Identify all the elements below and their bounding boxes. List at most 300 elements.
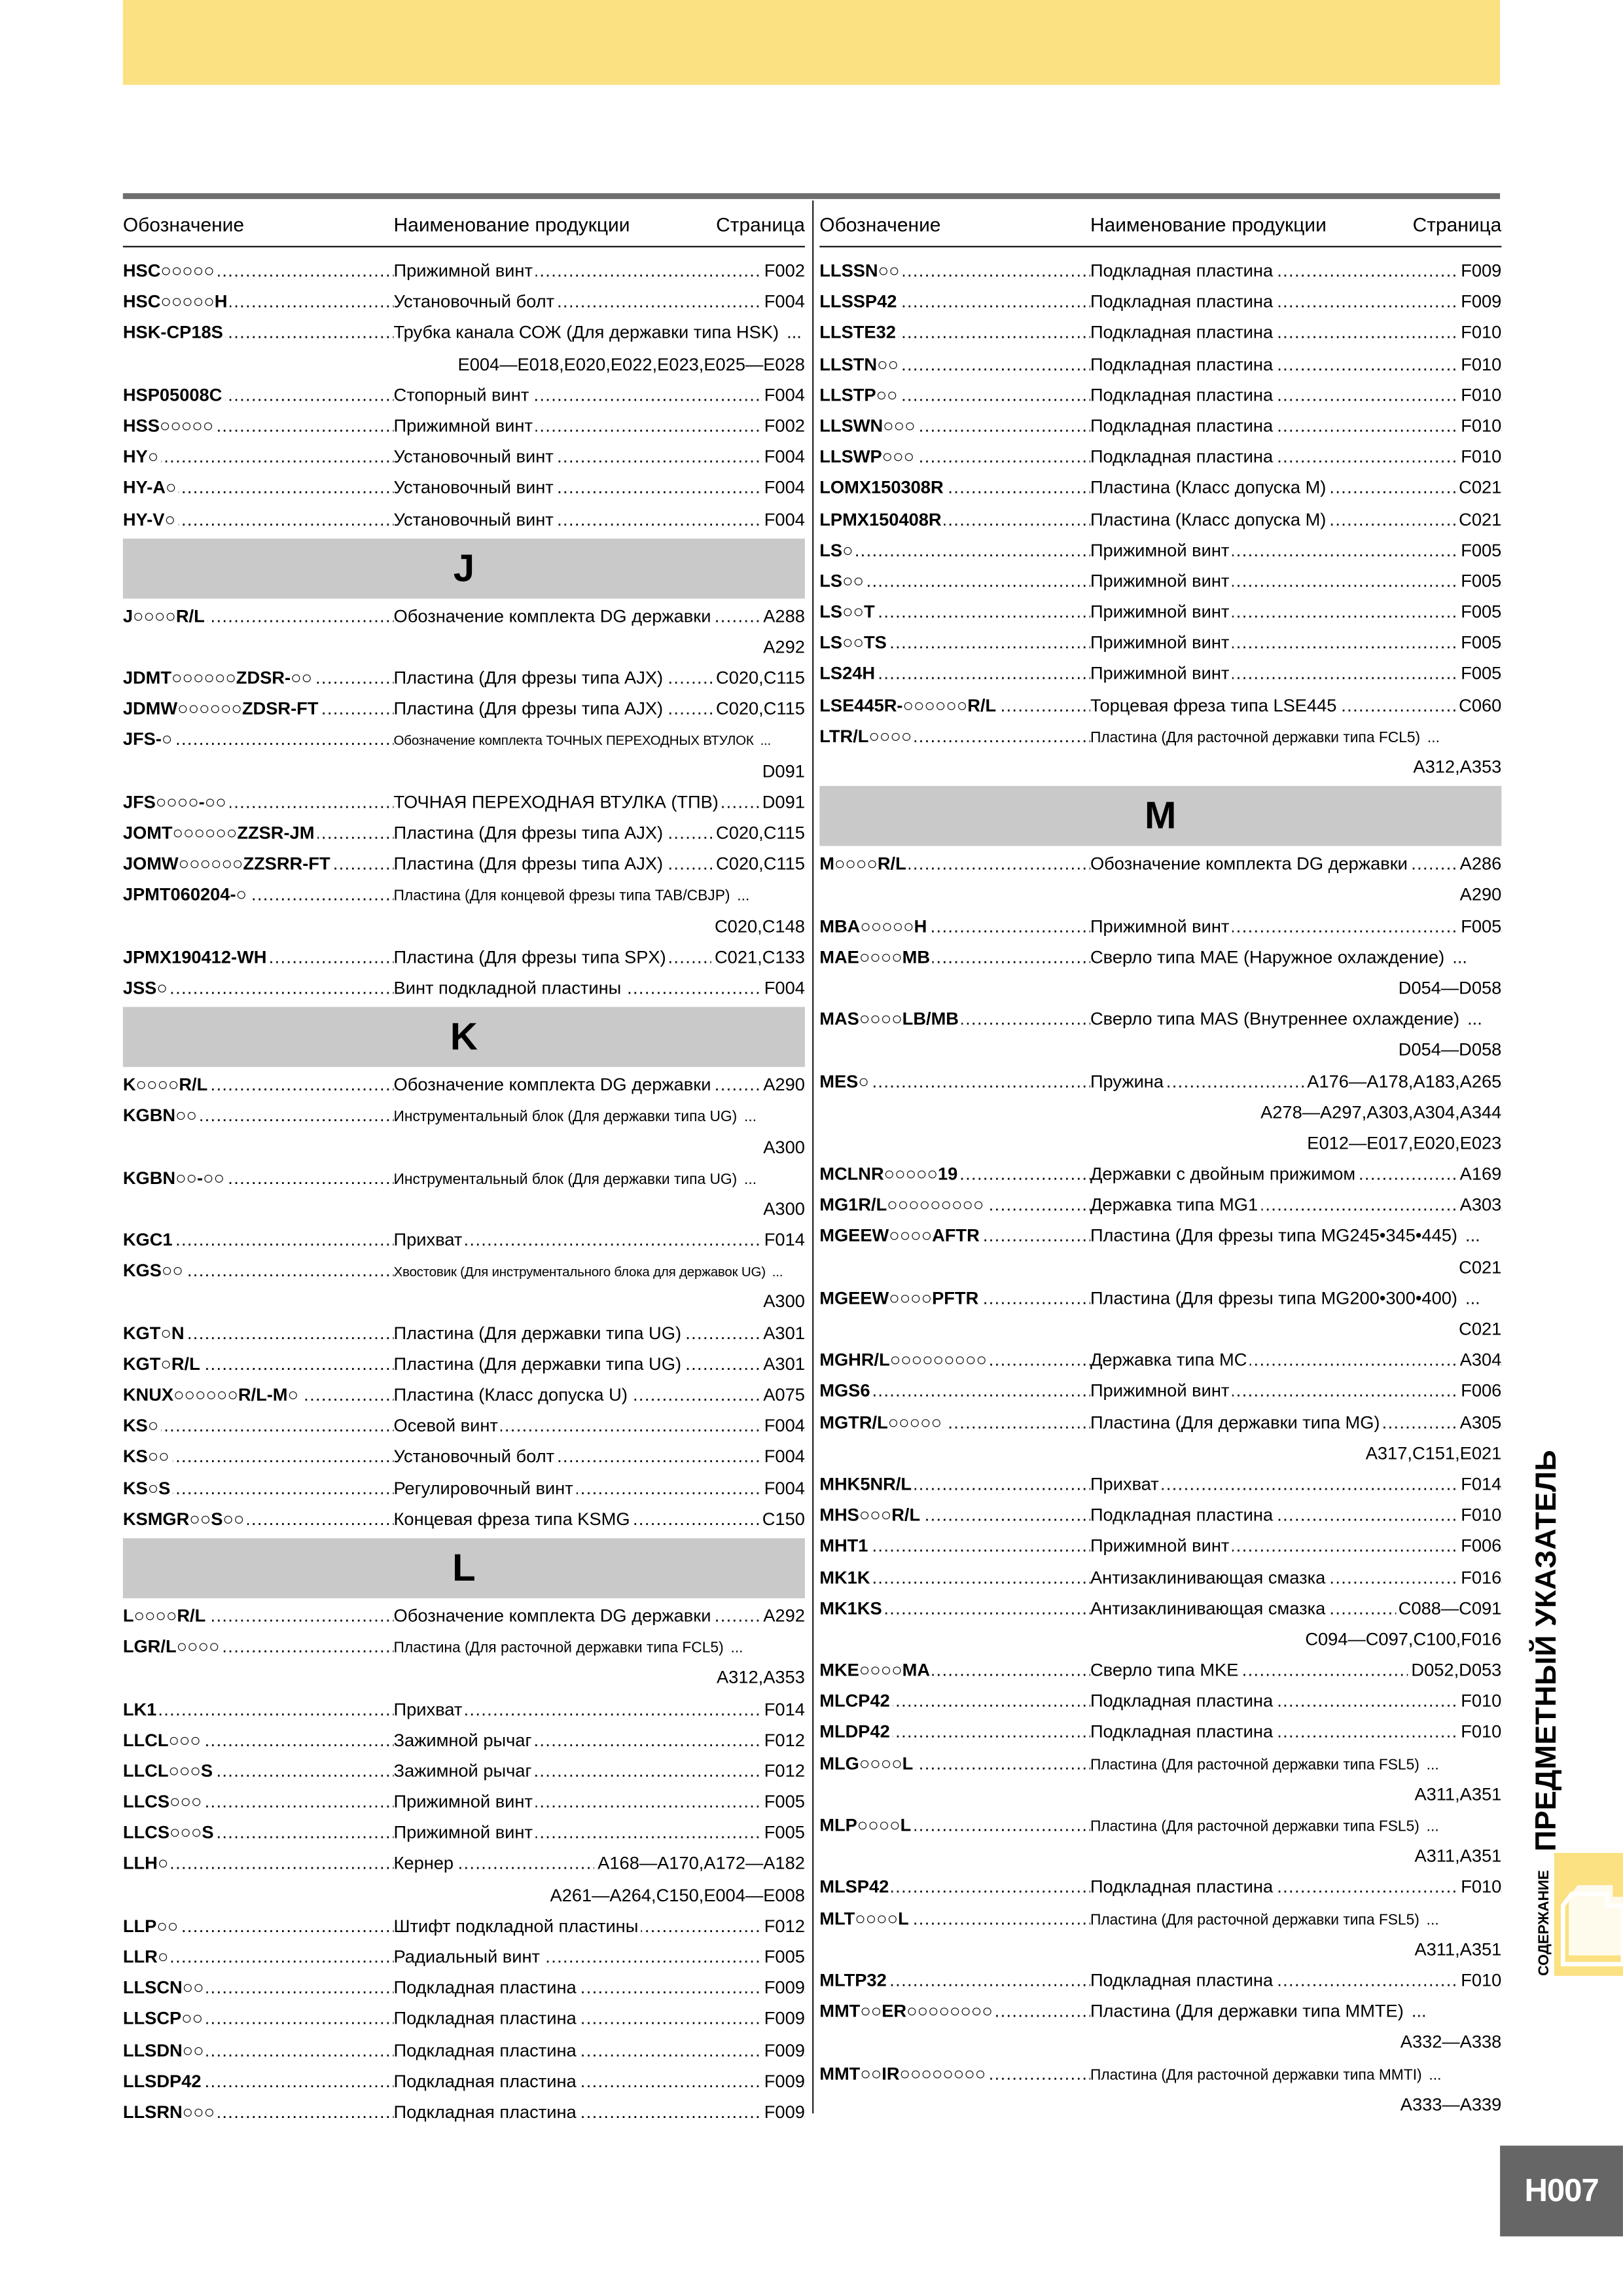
entry-name: Зажимной рычаг [394, 1761, 535, 1781]
entry-page: C021 [1456, 473, 1502, 504]
entry-page: F005 [761, 1787, 805, 1818]
index-entry [123, 1849, 805, 1880]
entry-page: A301 [760, 1349, 805, 1380]
entry-page: C150 [759, 1504, 805, 1535]
index-entry [819, 1594, 1501, 1624]
index-entry [123, 1163, 805, 1194]
entry-ellipsis: ... [1423, 730, 1440, 747]
entry-name: Пружина [1090, 1071, 1167, 1091]
entry-code: MBA○○○○○H [819, 916, 930, 936]
page-ref-continuation: A317,C151,E021 [1365, 1443, 1502, 1463]
index-entry [819, 566, 1501, 597]
entry-code: LLP○○ [123, 1916, 181, 1936]
entry-code: LLCS○○○ [123, 1791, 205, 1812]
index-entry [819, 504, 1501, 535]
index-entry [819, 911, 1501, 942]
entry-code: MMT○○IR○○○○○○○○ [819, 2063, 988, 2083]
page-ref-continuation: A311,A351 [1414, 1939, 1502, 1960]
entry-page: F010 [1458, 349, 1502, 380]
section-letter-heading: L [123, 1538, 805, 1598]
entry-name: Инструментальный блок (Для державки типа UG) [394, 1172, 740, 1188]
index-entry [123, 1070, 805, 1101]
entry-code: LS○ [819, 539, 856, 560]
entry-ellipsis: ... [1422, 1912, 1439, 1929]
index-entry [123, 1911, 805, 1942]
entry-page: F010 [1458, 1873, 1502, 1903]
index-entry [819, 535, 1501, 566]
entry-code: JPMT060204-○ [123, 885, 250, 905]
index-entry [819, 1191, 1501, 1221]
entry-name: Установочный винт [394, 446, 557, 467]
entry-code: KSMGR○○S○○ [123, 1509, 247, 1529]
entry-page: F012 [761, 1911, 805, 1942]
page-ref-continuation: C094—C097,C100,F016 [1305, 1628, 1502, 1649]
entry-name: Пластина (Класс допуска M) [1090, 478, 1329, 498]
entry-page: F004 [761, 1442, 805, 1473]
entry-ellipsis: ... [1422, 1757, 1439, 1774]
index-entry [819, 349, 1501, 380]
entry-name: Прижимной винт [1090, 664, 1232, 684]
index-entry [819, 442, 1501, 473]
top-banner [123, 0, 1500, 85]
page-ref-continuation: C021 [1459, 1318, 1502, 1340]
entry-code: MGHR/L○○○○○○○○○ [819, 1350, 990, 1370]
entry-page: A303 [1457, 1191, 1501, 1221]
entry-name: Подкладная пластина [1090, 416, 1276, 436]
entry-page: F005 [761, 1942, 805, 1973]
entry-page: F016 [1458, 1562, 1502, 1593]
entry-name: Подкладная пластина [394, 2009, 580, 2029]
left-column [123, 199, 805, 2128]
entry-code: MK1K [819, 1567, 873, 1587]
entry-name: Сверло типа MKE [1090, 1660, 1241, 1680]
entry-page: F004 [761, 442, 805, 473]
page-ref-continuation: A300 [763, 1291, 805, 1312]
index-entry [819, 659, 1501, 690]
entry-code: MLT○○○○L [819, 1908, 912, 1928]
entry-page: A304 [1457, 1345, 1501, 1376]
entry-ellipsis: ... [1425, 2067, 1442, 2084]
entry-name: Пластина (Для фрезы типа MG245•345•445) [1090, 1226, 1460, 1246]
index-entry [819, 256, 1501, 287]
entry-name: ТОЧНАЯ ПЕРЕХОДНАЯ ВТУЛКА (ТПВ) [394, 791, 722, 812]
index-entry [819, 1717, 1501, 1748]
entry-code: MK1KS [819, 1598, 885, 1618]
entry-code: HSC○○○○○H [123, 291, 230, 312]
entry-name: Установочный болт [394, 291, 558, 312]
entry-name: Державки с двойным прижимом [1090, 1164, 1359, 1184]
entry-ellipsis: ... [1462, 1009, 1482, 1030]
entry-name: Подкладная пластина [394, 1978, 580, 1998]
index-entry [123, 1256, 805, 1287]
entry-code: LGR/L○○○○ [123, 1636, 223, 1657]
entry-ellipsis: ... [781, 322, 802, 344]
entry-page: C060 [1456, 691, 1502, 721]
index-entry [819, 1500, 1501, 1531]
entry-name: Пластина (Для фрезы типа MG200•300•400) [1090, 1287, 1460, 1308]
entry-name: Подкладная пластина [1090, 1970, 1276, 1990]
entry-page: D052,D053 [1408, 1655, 1501, 1686]
entry-page: F014 [761, 1225, 805, 1256]
entry-name: Прижимной винт [1090, 1381, 1232, 1401]
page-ref-continuation: A333—A339 [1400, 2094, 1502, 2115]
entry-code: MHS○○○R/L [819, 1505, 923, 1525]
entry-code: LLSWP○○○ [819, 446, 917, 467]
index-entry [123, 1818, 805, 1849]
entry-name: Обозначение комплекта DG державки [394, 605, 714, 626]
entry-code: MMT○○ER○○○○○○○○ [819, 2001, 995, 2021]
entry-name: Прижимной винт [1090, 1535, 1232, 1556]
entry-code: KGC1 [123, 1230, 175, 1250]
entry-name: Винт подкладной пластины [394, 978, 624, 998]
entry-code: LLSDP42 [123, 2071, 204, 2091]
entry-code: LOMX150308R [819, 478, 946, 498]
entry-code: LLSTE32 [819, 323, 899, 343]
index-entry [819, 380, 1501, 411]
page-ref-continuation: A312,A353 [1413, 757, 1502, 778]
index-entry [819, 1004, 1501, 1035]
entry-page: F014 [761, 1694, 805, 1725]
index-entry [819, 1810, 1501, 1841]
index-entry [123, 880, 805, 911]
entry-page: F009 [761, 2066, 805, 2097]
entry-page: C021,C133 [712, 942, 805, 973]
entry-page: C020,C115 [713, 663, 805, 694]
column-header [819, 199, 1501, 247]
index-entry [123, 1349, 805, 1380]
entry-code: HSC○○○○○ [123, 260, 217, 281]
entry-page: F005 [1458, 911, 1502, 942]
entry-page: A168—A170,A172—A182 [595, 1849, 805, 1880]
entry-page: F006 [1458, 1532, 1502, 1562]
entry-code: JSS○ [123, 978, 170, 998]
index-entry [123, 1601, 805, 1632]
entry-page: A176—A178,A183,A265 [1304, 1066, 1502, 1097]
index-entry [819, 1903, 1501, 1934]
entry-code: MLSP42 [819, 1877, 892, 1897]
entry-name: Пластина (Для державки типа UG) [394, 1354, 685, 1374]
column-header [123, 199, 805, 247]
entry-code: MG1R/L○○○○○○○○○ [819, 1194, 987, 1215]
entry-name: Прихват [1090, 1474, 1162, 1494]
index-entry [123, 473, 805, 504]
entry-name: Пластина (Для державки типа MMTE) [1090, 2001, 1406, 2021]
entry-page: C020,C115 [713, 694, 805, 725]
entry-name: Пластина (Класс допуска M) [1090, 509, 1329, 529]
index-entry [819, 1407, 1501, 1438]
index-entry [819, 1283, 1501, 1314]
page-ref-continuation: A311,A351 [1414, 1784, 1502, 1804]
entry-code: LPMX150408R [819, 509, 944, 529]
entry-code: LS○○ [819, 571, 866, 591]
entry-name: Штифт подкладной пластины [394, 1916, 641, 1936]
entry-name: Сверло типа MAE (Наружное охлаждение) [1090, 946, 1448, 967]
index-entry [123, 694, 805, 725]
entry-code: LLSSP42 [819, 291, 900, 312]
entry-name: Антизаклинивающая смазка [1090, 1598, 1329, 1618]
page-ref-continuation: A292 [763, 636, 805, 657]
entry-ellipsis: ... [1447, 946, 1467, 967]
entry-code: JDMW○○○○○○ZDSR-FT [123, 698, 321, 719]
entry-code: K○○○○R/L [123, 1075, 211, 1095]
index-entry [123, 1725, 805, 1756]
entry-code: LLCL○○○ [123, 1729, 204, 1749]
header-name: Наименование продукции [1090, 213, 1327, 236]
entry-code: LLSTN○○ [819, 353, 901, 374]
entry-page: A169 [1457, 1159, 1501, 1190]
entry-code: MAE○○○○MB [819, 946, 933, 967]
entry-name: Установочный винт [394, 509, 557, 529]
entry-code: KNUX○○○○○○R/L-M○ [123, 1384, 302, 1405]
entry-code: HY-V○ [123, 509, 179, 529]
index-entry [819, 1965, 1501, 1996]
index-entry [123, 1225, 805, 1256]
header-code: Обозначение [819, 213, 941, 236]
page-ref-continuation: E012—E017,E020,E023 [1307, 1132, 1502, 1153]
entry-code: LLR○ [123, 1946, 171, 1967]
entry-page: F012 [761, 1725, 805, 1756]
page-ref-continuation: A312,A353 [717, 1667, 805, 1689]
index-entry [819, 473, 1501, 504]
column-divider [812, 200, 813, 2113]
entry-code: J○○○○R/L [123, 605, 207, 626]
entry-page: F014 [1458, 1469, 1502, 1500]
entry-ellipsis: ... [757, 734, 772, 749]
entry-code: LLSWN○○○ [819, 416, 918, 436]
entry-name: Подкладная пластина [1090, 291, 1276, 312]
entry-page: C088—C091 [1395, 1594, 1501, 1624]
index-entry [123, 504, 805, 535]
index-entry [123, 725, 805, 756]
entry-name: Инструментальный блок (Для державки типа UG) [394, 1110, 740, 1126]
entry-page: A075 [760, 1380, 805, 1411]
header-name: Наименование продукции [393, 213, 630, 236]
index-entry [123, 2066, 805, 2097]
index-entry [123, 380, 805, 411]
entry-name: Пластина (Для фрезы типа AJX) [394, 823, 666, 843]
entry-code: LLSTP○○ [819, 385, 901, 405]
entry-page: F009 [761, 2004, 805, 2035]
index-entry [819, 1996, 1501, 2027]
entry-code: LLH○ [123, 1854, 171, 1874]
entry-page: F005 [1458, 628, 1502, 659]
entry-page: F005 [1458, 566, 1502, 597]
index-entry [123, 849, 805, 880]
entry-page: F009 [761, 2036, 805, 2066]
entry-code: KS○S [123, 1478, 173, 1498]
entry-name: Прижимной винт [1090, 916, 1232, 936]
entry-page: F005 [761, 1818, 805, 1849]
entry-code: JOMW○○○○○○ZZSRR-FT [123, 853, 333, 874]
entry-page: F006 [1458, 1376, 1502, 1407]
entry-code: MCLNR○○○○○19 [819, 1164, 961, 1184]
index-entry [819, 1748, 1501, 1779]
entry-code: JDMT○○○○○○ZDSR-○○ [123, 668, 315, 688]
entry-page: F009 [1458, 287, 1502, 318]
entry-name: Пластина (Для фрезы типа SPX) [394, 946, 669, 967]
page-ref-continuation: A332—A338 [1400, 2032, 1502, 2053]
left-entries [123, 256, 805, 2128]
entry-code: KGBN○○ [123, 1105, 200, 1126]
entry-code: HSP05008C [123, 385, 225, 405]
entry-name: Подкладная пластина [394, 2102, 580, 2122]
entry-name: Прижимной винт [394, 416, 536, 436]
entry-name: Пластина (Для концевой фрезы типа TAB/CBJP) [394, 889, 733, 905]
index-entry [819, 287, 1501, 318]
entry-name: Прихват [394, 1230, 465, 1250]
entry-code: MGS6 [819, 1381, 873, 1401]
page-ref-continuation: A290 [1459, 884, 1502, 905]
entry-ellipsis: ... [1460, 1225, 1480, 1246]
entry-code: MKE○○○○MA [819, 1660, 933, 1680]
entry-name: Торцевая фреза типа LSE445 [1090, 694, 1340, 715]
entry-name: Стопорный винт [394, 385, 532, 405]
section-letter-heading: M [819, 786, 1501, 846]
entry-code: KGBN○○-○○ [123, 1168, 228, 1188]
page-ref-continuation: D054—D058 [1398, 977, 1502, 998]
page-ref-continuation: C021 [1459, 1257, 1502, 1278]
entry-name: Прижимной винт [1090, 601, 1232, 622]
entry-name: Зажимной рычаг [394, 1729, 535, 1749]
entry-code: LLCS○○○S [123, 1823, 217, 1843]
entry-code: LLCL○○○S [123, 1761, 216, 1781]
index-entry [123, 1787, 805, 1818]
entry-name: Установочный винт [394, 478, 557, 498]
entry-name: Подкладная пластина [394, 2071, 580, 2091]
entry-page: F010 [1458, 411, 1502, 442]
entry-name: Концевая фреза типа KSMG [394, 1509, 633, 1529]
entry-name: Осевой винт [394, 1416, 501, 1436]
entry-code: KS○○ [123, 1446, 172, 1467]
entry-name: Подкладная пластина [394, 2039, 580, 2060]
entry-ellipsis: ... [732, 889, 750, 905]
index-entry [819, 1469, 1501, 1500]
entry-code: LLSSN○○ [819, 260, 902, 281]
entry-code: LK1 [123, 1698, 160, 1719]
entry-code: HY○ [123, 446, 162, 467]
entry-code: JPMX190412-WH [123, 946, 270, 967]
index-entry [819, 942, 1501, 973]
index-entry [123, 973, 805, 1004]
index-entry [123, 411, 805, 442]
page-ref-continuation: E004—E018,E020,E022,E023,E025—E028 [457, 353, 805, 374]
entry-page: F004 [761, 287, 805, 318]
page-ref-continuation: C020,C148 [714, 915, 805, 937]
entry-page: F002 [761, 256, 805, 287]
index-entry [819, 849, 1501, 880]
entry-name: Установочный болт [394, 1446, 558, 1467]
entry-name: Подкладная пластина [1090, 323, 1276, 343]
index-entry [819, 318, 1501, 349]
index-entry [123, 2097, 805, 2128]
index-entry [819, 2058, 1501, 2089]
entry-name: Подкладная пластина [1090, 385, 1276, 405]
entry-code: JOMT○○○○○○ZZSR-JM [123, 823, 317, 843]
page-ref-continuation: A261—A264,C150,E004—E008 [550, 1884, 805, 1905]
entry-name: Прижимной винт [394, 260, 536, 281]
entry-name: Подкладная пластина [1090, 260, 1276, 281]
entry-page: F005 [1458, 598, 1502, 628]
entry-name: Прижимной винт [1090, 539, 1232, 560]
entry-code: MHT1 [819, 1535, 871, 1556]
entry-code: LS24H [819, 664, 878, 684]
entry-name: Пластина (Для расточной державки типа FSL5) [1090, 1757, 1422, 1774]
entry-page: F009 [761, 1973, 805, 2004]
entry-name: Державка типа MG1 [1090, 1194, 1261, 1215]
entry-code: LLSRN○○○ [123, 2102, 218, 2122]
index-entry [819, 1345, 1501, 1376]
section-title-vertical: ПРЕДМЕТНЫЙ УКАЗАТЕЛЬ [1531, 1449, 1563, 1852]
entry-page: F010 [1458, 318, 1502, 349]
index-entry [123, 256, 805, 287]
index-entry [819, 1532, 1501, 1562]
entry-name: Пластина (Для фрезы типа AJX) [394, 698, 666, 719]
index-entry [819, 1376, 1501, 1407]
index-entry [819, 1655, 1501, 1686]
entry-page: F010 [1458, 1717, 1502, 1748]
entry-name: Обозначение комплекта ТОЧНЫХ ПЕРЕХОДНЫХ ВТУЛОК [394, 734, 757, 748]
entry-code: L○○○○R/L [123, 1605, 209, 1626]
entry-code: MGTR/L○○○○○ [819, 1412, 944, 1432]
entry-page: C020,C115 [713, 849, 805, 880]
entry-page: F005 [1458, 659, 1502, 690]
header-rule [123, 193, 1500, 199]
index-entry [819, 721, 1501, 752]
index-entry [819, 1562, 1501, 1593]
entry-name: Пластина (Для фрезы типа AJX) [394, 668, 666, 688]
entry-name: Пластина (Для расточной державки типа MMTI) [1090, 2068, 1425, 2084]
entry-code: MES○ [819, 1071, 872, 1091]
entry-page: F004 [761, 1473, 805, 1504]
index-entry [819, 411, 1501, 442]
right-column [819, 199, 1501, 2121]
entry-name: Подкладная пластина [1090, 446, 1276, 467]
index-entry [123, 2036, 805, 2066]
entry-code: MGEEW○○○○AFTR [819, 1226, 982, 1246]
contents-label-vertical[interactable]: СОДЕРЖАНИЕ [1537, 1870, 1553, 1976]
entry-name: Подкладная пластина [1090, 1691, 1276, 1711]
page-ref-continuation: A311,A351 [1414, 1846, 1502, 1867]
page-ref-continuation: A300 [763, 1136, 805, 1157]
entry-name: Регулировочный винт [394, 1478, 577, 1498]
index-entry [123, 1504, 805, 1535]
header-code: Обозначение [122, 213, 245, 236]
entry-code: JFS○○○○-○○ [123, 791, 229, 812]
page-ref-continuation: D091 [762, 760, 805, 781]
index-entry [123, 942, 805, 973]
entry-ellipsis: ... [726, 1641, 743, 1657]
index-entry [123, 1442, 805, 1473]
entry-name: Пластина (Для расточной державки типа FSL5) [1090, 1820, 1422, 1836]
entry-ellipsis: ... [740, 1172, 757, 1189]
page-ref-continuation: A300 [763, 1198, 805, 1219]
entry-page: D091 [759, 787, 805, 818]
entry-name: Обозначение комплекта DG державки [394, 1605, 714, 1626]
right-entries [819, 256, 1501, 2121]
entry-code: MLP○○○○L [819, 1815, 914, 1835]
index-entry [123, 1473, 805, 1504]
entry-code: LS○○T [819, 601, 878, 622]
entry-page: F004 [761, 473, 805, 504]
header-page: Страница [716, 213, 805, 236]
index-entry [123, 1318, 805, 1349]
entry-page: F012 [761, 1756, 805, 1787]
entry-page: A290 [760, 1070, 805, 1101]
entry-name: Пластина (Для державки типа UG) [394, 1323, 685, 1343]
index-entry [819, 691, 1501, 721]
entry-code: MLG○○○○L [819, 1753, 916, 1773]
entry-page: F004 [761, 380, 805, 411]
